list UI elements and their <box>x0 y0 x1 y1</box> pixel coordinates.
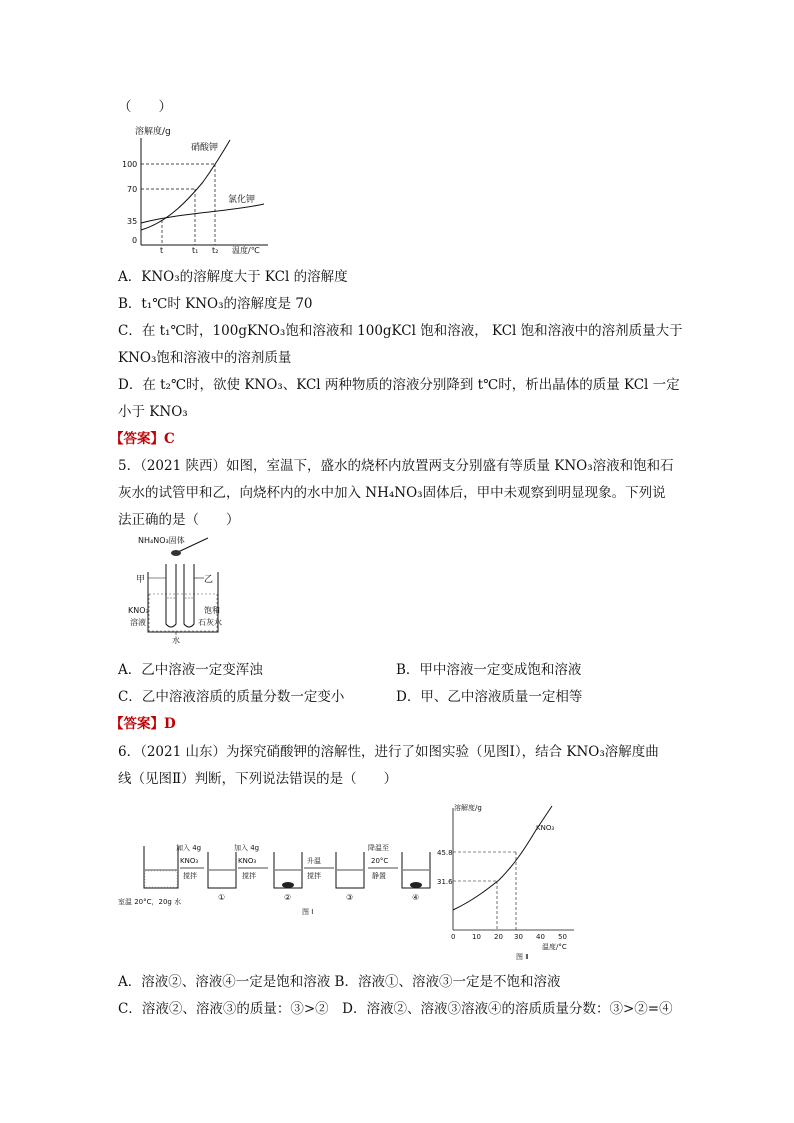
chart2-xtick: 30 <box>514 933 523 941</box>
figure-label: 加入 4g <box>176 844 202 852</box>
q6-stem-line1: 6．（2021 山东）为探究硝酸钾的溶解性，进行了如图实验（见图Ⅰ），结合 KNO₃溶解度曲 <box>118 744 659 760</box>
q5-option-c: C．乙中溶液溶质的质量分数一定变小 <box>118 689 345 705</box>
chart1-ylabel: 溶解度/g <box>135 127 171 137</box>
figure-label: KNO₃ <box>180 857 199 865</box>
figure-label: 加入 4g <box>234 844 260 852</box>
chart2-curve-label: KNO₃ <box>536 824 555 832</box>
figure-label: 静置 <box>372 872 386 880</box>
fig1-caption: 图 Ⅰ <box>302 908 314 916</box>
chart2-xtick: 40 <box>536 933 545 941</box>
chart1-ytick: 0 <box>132 236 138 245</box>
figure-label: 20°C <box>371 857 389 865</box>
q5-stem-line2: 灰水的试管甲和乙，向烧杯内的水中加入 NH₄NO₃固体后，甲中未观察到明显现象。下列说 <box>118 485 666 501</box>
solubility-chart-1 <box>118 120 288 255</box>
nh4no3-label: NH₄NO₃固体 <box>138 536 185 545</box>
limewater-label: 石灰水 <box>198 618 222 627</box>
chart2-xlabel: 温度/°C <box>542 943 567 951</box>
test-tube-jia <box>166 564 176 627</box>
chart2-ylabel: 溶解度/g <box>454 804 482 812</box>
figure-label: 搅拌 <box>242 872 256 880</box>
chart2-ytick: 31.6 <box>437 878 453 886</box>
figure-label: ③ <box>346 893 354 902</box>
q6-options-ab: A．溶液②、溶液④一定是饱和溶液 B．溶液①、溶液③一定是不饱和溶液 <box>118 974 561 990</box>
saturated-label: 饱和 <box>204 606 220 615</box>
figure-label: 搅拌 <box>307 872 321 880</box>
experiment-diagram-fig1 <box>118 828 438 928</box>
q6-stem-line2: 线（见图Ⅱ）判断，下列说法错误的是（ ） <box>118 771 398 787</box>
question-paren: （ ） <box>118 99 172 115</box>
q4-option-d-line1: D．在 t₂℃时，欲使 KNO₃、KCl 两种物质的溶液分别降到 t℃时，析出晶体的质量 KCl 一定 <box>118 377 680 393</box>
q4-option-c-line1: C．在 t₁℃时，100gKNO₃饱和溶液和 100gKCl 饱和溶液， KCl 饱和溶液中的溶剂质量大于 <box>118 323 683 339</box>
tube-jia-label: 甲 <box>136 575 146 585</box>
q4-option-a: A．KNO₃的溶解度大于 KCl 的溶解度 <box>118 269 348 285</box>
figure-label: 降温至 <box>368 844 389 852</box>
q5-answer: 【答案】D <box>110 716 176 732</box>
solubility-chart-2 <box>437 800 594 962</box>
chart1-legend-kcl: 氯化钾 <box>228 195 256 205</box>
figure-label: ② <box>284 893 292 902</box>
test-tube-yi <box>184 564 194 627</box>
chart1-xlabel: 温度/℃ <box>232 246 260 255</box>
tube-yi-label: 乙 <box>204 575 214 585</box>
q4-option-b: B．t₁℃时 KNO₃的溶解度是 70 <box>118 296 313 312</box>
chart1-xtick: t₂ <box>212 246 219 255</box>
q5-option-d: D．甲、乙中溶液质量一定相等 <box>396 689 583 705</box>
figure-shape <box>282 882 294 888</box>
chart2-xtick: 20 <box>494 933 503 941</box>
chart1-xtick: t <box>160 246 164 255</box>
chart1-ytick: 100 <box>122 160 138 169</box>
chart1-xtick: t₁ <box>192 246 199 255</box>
q4-answer: 【答案】C <box>110 431 175 447</box>
chart2-xtick: 50 <box>558 933 567 941</box>
q5-option-a: A．乙中溶液一定变浑浊 <box>118 662 263 678</box>
spoon <box>171 550 181 556</box>
solution-label: 溶液 <box>130 618 146 627</box>
fig2-caption: 图 Ⅱ <box>516 953 529 961</box>
kno3-curve-2 <box>453 806 555 910</box>
figure-shape <box>410 882 422 888</box>
q4-option-c-line2: KNO₃饱和溶液中的溶剂质量 <box>118 350 292 366</box>
figure-shape <box>144 846 178 888</box>
q5-option-b: B．甲中溶液一定变成饱和溶液 <box>396 662 582 678</box>
kno3-curve <box>141 140 230 230</box>
chart2-xtick: 0 <box>451 933 456 941</box>
figure-shape <box>145 871 177 887</box>
q5-stem-line1: 5．（2021 陕西）如图，室温下，盛水的烧杯内放置两支分别盛有等质量 KNO₃溶液和饱和石 <box>118 458 674 474</box>
chart2-xtick: 10 <box>472 933 481 941</box>
figure-label: ④ <box>412 893 420 902</box>
kno3-label: KNO₃ <box>128 606 149 615</box>
figure-label: ① <box>218 893 226 902</box>
q4-option-d-line2: 小于 KNO₃ <box>118 404 188 420</box>
chart1-legend-kno3: 硝酸钾 <box>191 143 219 153</box>
chart1-ytick: 35 <box>127 217 138 226</box>
chart2-ytick: 45.8 <box>437 849 453 857</box>
kcl-curve <box>141 204 264 223</box>
room-temp-label: 室温 20°C，20g 水 <box>118 898 182 906</box>
water-label: 水 <box>172 636 180 645</box>
figure-label: 升温 <box>307 857 321 865</box>
beaker-test-tubes-diagram <box>118 532 238 647</box>
figure-label: 搅拌 <box>183 872 197 880</box>
chart1-ytick: 70 <box>127 185 138 194</box>
figure-label: KNO₃ <box>238 857 257 865</box>
q6-options-cd: C．溶液②、溶液③的质量：③>② D．溶液②、溶液③溶液④的溶质质量分数：③>②=④ <box>118 1001 673 1017</box>
q5-stem-line3: 法正确的是（ ） <box>118 512 240 528</box>
